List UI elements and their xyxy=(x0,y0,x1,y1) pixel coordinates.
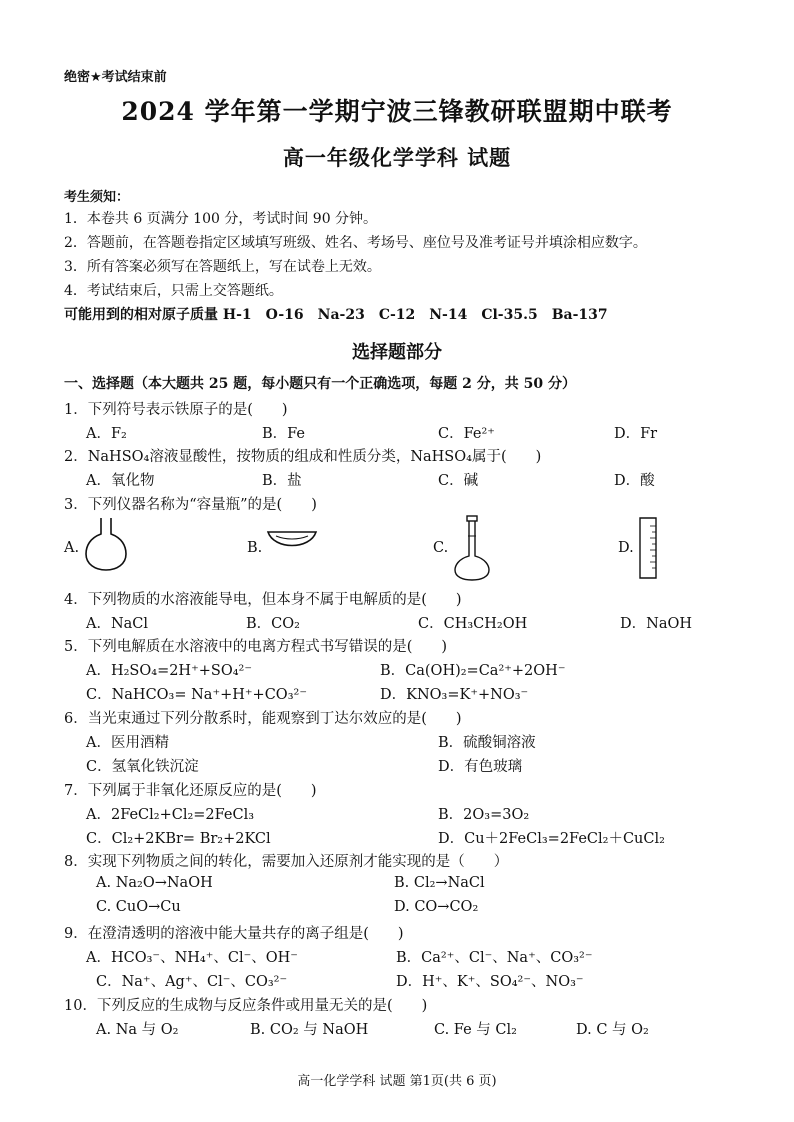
question-stem: 7．下列属于非氧化还原反应的是( ) xyxy=(64,783,317,799)
option: D．有色玻璃 xyxy=(438,759,523,775)
part-heading: 一、选择题（本大题共 25 题，每小题只有一个正确选项，每题 2 分，共 50 分） xyxy=(64,376,576,392)
question-stem: 10．下列反应的生成物与反应条件或用量无关的是( ) xyxy=(64,998,428,1014)
confidential-label: 绝密★考试结束前 xyxy=(64,70,167,85)
option: A. Na 与 O₂ xyxy=(96,1022,179,1038)
notice-item: 1．本卷共 6 页满分 100 分，考试时间 90 分钟。 xyxy=(64,211,378,227)
option: D．H⁺、K⁺、SO₄²⁻、NO₃⁻ xyxy=(396,974,584,990)
option: C．Fe²⁺ xyxy=(438,426,495,442)
option: A．F₂ xyxy=(86,426,127,442)
question-stem: 6．当光束通过下列分散系时，能观察到丁达尔效应的是( ) xyxy=(64,711,462,727)
exam-title: 2024 学年第一学期宁波三锋教研联盟期中联考 xyxy=(121,97,673,126)
notice-heading: 考生须知： xyxy=(64,190,130,205)
option: D. CO→CO₂ xyxy=(394,899,479,915)
option: D. xyxy=(618,540,634,556)
option: D．酸 xyxy=(614,473,655,489)
atomic-masses: 可能用到的相对原子质量 H-1 O-16 Na-23 C-12 N-14 Cl-35.5 Ba-137 xyxy=(64,307,608,323)
option: C. CuO→Cu xyxy=(96,899,181,915)
option: C．Cl₂+2KBr= Br₂+2KCl xyxy=(86,831,271,847)
option: D．KNO₃=K⁺+NO₃⁻ xyxy=(380,687,529,703)
option: B. Cl₂→NaCl xyxy=(394,875,485,891)
graduated-cylinder-icon xyxy=(638,516,658,580)
option: C．碱 xyxy=(438,473,479,489)
option: B．Ca(OH)₂=Ca²⁺+2OH⁻ xyxy=(380,663,566,679)
section-title: 选择题部分 xyxy=(352,342,442,363)
question-stem: 3．下列仪器名称为“容量瓶”的是( ) xyxy=(64,497,317,513)
question-stem: 5．下列电解质在水溶液中的电离方程式书写错误的是( ) xyxy=(64,639,448,655)
option: B．Fe xyxy=(262,426,306,442)
option: D．Cu＋2FeCl₃=2FeCl₂＋CuCl₂ xyxy=(438,831,665,847)
exam-subtitle: 高一年级化学学科 试题 xyxy=(282,145,512,170)
notice-item: 3．所有答案必须写在答题纸上，写在试卷上无效。 xyxy=(64,259,381,275)
option: A．H₂SO₄=2H⁺+SO₄²⁻ xyxy=(86,663,252,679)
option: C. xyxy=(433,540,449,556)
question-stem: 4．下列物质的水溶液能导电，但本身不属于电解质的是( ) xyxy=(64,592,462,608)
option: A．HCO₃⁻、NH₄⁺、Cl⁻、OH⁻ xyxy=(86,950,298,966)
option: C．Na⁺、Ag⁺、Cl⁻、CO₃²⁻ xyxy=(96,974,288,990)
option: B．Ca²⁺、Cl⁻、Na⁺、CO₃²⁻ xyxy=(396,950,593,966)
option: B．CO₂ xyxy=(246,616,300,632)
page-footer: 高一化学学科 试题 第1页(共 6 页) xyxy=(297,1074,497,1089)
option: A．NaCl xyxy=(86,616,149,632)
option: B．硫酸铜溶液 xyxy=(438,735,536,751)
option: D．Fr xyxy=(614,426,658,442)
volumetric-flask-icon xyxy=(452,514,492,582)
option: D．NaOH xyxy=(620,616,692,632)
option: C．NaHCO₃= Na⁺+H⁺+CO₃²⁻ xyxy=(86,687,307,703)
notice-item: 4．考试结束后，只需上交答题纸。 xyxy=(64,283,283,299)
question-stem: 1．下列符号表示铁原子的是( ) xyxy=(64,402,288,418)
option: A．氧化物 xyxy=(86,473,155,489)
option: C．CH₃CH₂OH xyxy=(418,616,528,632)
option: A．医用酒精 xyxy=(86,735,169,751)
evaporating-dish-icon xyxy=(266,528,318,554)
question-stem: 9．在澄清透明的溶液中能大量共存的离子组是( ) xyxy=(64,926,404,942)
question-stem: 2．NaHSO₄溶液显酸性，按物质的组成和性质分类，NaHSO₄属于( ) xyxy=(64,449,542,465)
option: C. Fe 与 Cl₂ xyxy=(434,1022,517,1038)
notice-item: 2．答题前，在答题卷指定区域填写班级、姓名、考场号、座位号及准考证号并填涂相应数字。 xyxy=(64,235,647,251)
question-stem: 8．实现下列物质之间的转化，需要加入还原剂才能实现的是（ ） xyxy=(64,854,509,870)
option: B. xyxy=(247,540,263,556)
option: B．2O₃=3O₂ xyxy=(438,807,530,823)
round-bottom-flask-icon xyxy=(84,516,128,572)
option: D. C 与 O₂ xyxy=(576,1022,649,1038)
option: A. Na₂O→NaOH xyxy=(96,875,213,891)
option: B. CO₂ 与 NaOH xyxy=(250,1022,369,1038)
option: A. xyxy=(64,540,80,556)
option: A．2FeCl₂+Cl₂=2FeCl₃ xyxy=(86,807,255,823)
option: C．氢氧化铁沉淀 xyxy=(86,759,199,775)
option: B．盐 xyxy=(262,473,302,489)
